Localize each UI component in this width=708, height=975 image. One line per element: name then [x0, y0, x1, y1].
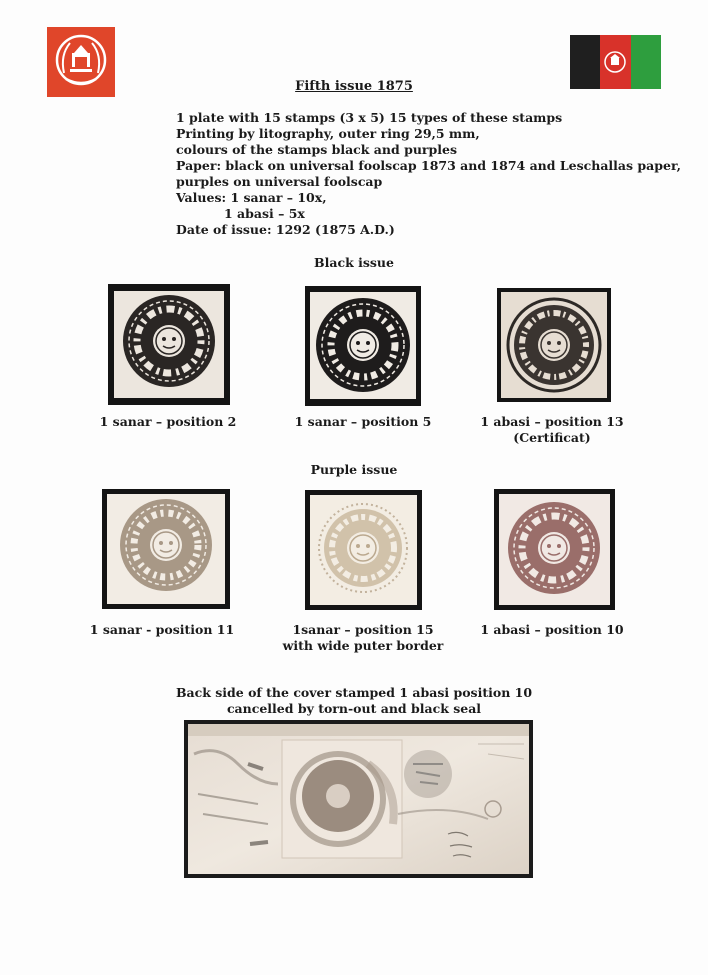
caption-line: Back side of the cover stamped 1 abasi position 10 — [175, 685, 533, 700]
info-line: Date of issue: 1292 (1875 A.D.) — [176, 222, 395, 237]
seal-stamp-icon — [119, 291, 219, 391]
caption-line: with wide puter border — [282, 638, 444, 653]
stamp-caption — [472, 414, 632, 446]
stamp-black-sanar-position-2 — [108, 284, 230, 405]
caption-line: 1 sanar – position 5 — [294, 414, 432, 429]
purple-issue-heading: Purple issue — [310, 462, 398, 477]
info-line: 1 abasi – 5x — [224, 206, 305, 221]
caption-line: cancelled by torn-out and black seal — [226, 701, 482, 716]
caption-line: 1 abasi – position 13 — [480, 414, 624, 429]
caption-line: 1sanar – position 15 — [292, 622, 434, 637]
stamp-caption — [88, 414, 248, 430]
stamp-black-sanar-position-5 — [305, 286, 421, 406]
stamp-purple-sanar-position-15 — [305, 490, 422, 610]
seal-stamp-icon — [504, 295, 604, 395]
seal-stamp-icon — [313, 295, 413, 395]
info-line: Paper: black on universal foolscap 1873 and 1874 and Leschallas paper, — [176, 158, 681, 173]
black-issue-heading: Black issue — [314, 255, 394, 270]
issue-description — [176, 110, 681, 238]
stamp-purple-sanar-position-11 — [102, 489, 230, 609]
info-line: Printing by litography, outer ring 29,5 mm, — [176, 126, 480, 141]
stamp-caption — [82, 622, 242, 638]
seal-stamp-icon — [504, 498, 604, 598]
caption-line: 1 abasi – position 10 — [480, 622, 624, 637]
info-line: 1 plate with 15 stamps (3 x 5) 15 types of these stamps — [176, 110, 563, 125]
info-line: purples on universal foolscap — [176, 174, 383, 189]
seal-stamp-icon — [313, 498, 413, 598]
page-title: Fifth issue 1875 — [295, 79, 413, 94]
caption-line: 1 sanar – position 2 — [99, 414, 237, 429]
info-line: Values: 1 sanar – 10x, — [176, 190, 327, 205]
caption-line: 1 sanar - position 11 — [89, 622, 235, 637]
stamp-black-abasi-position-13 — [497, 288, 611, 402]
stamp-caption — [278, 622, 448, 654]
cover-back-side — [184, 720, 533, 878]
caption-line: (Certificat) — [513, 430, 591, 445]
info-line: colours of the stamps black and purples — [176, 142, 457, 157]
stamp-caption — [283, 414, 443, 430]
stamp-purple-abasi-position-10 — [494, 489, 615, 610]
cover-envelope-image — [188, 724, 529, 874]
cover-caption — [0, 685, 708, 717]
seal-stamp-icon — [116, 495, 216, 595]
stamp-caption — [472, 622, 632, 638]
